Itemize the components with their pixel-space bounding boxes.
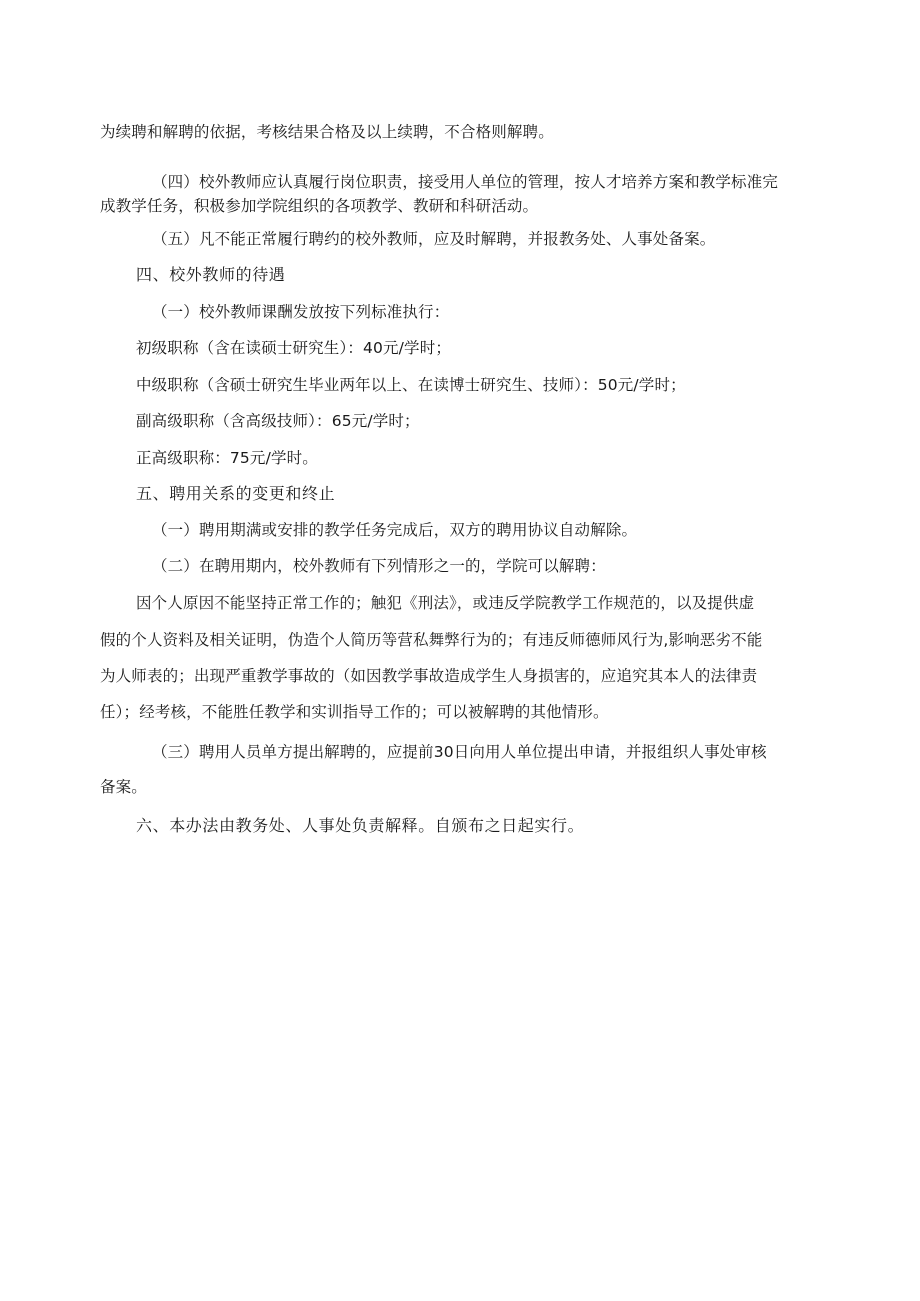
paragraph-line: 为续聘和解聘的依据，考核结果合格及以上续聘，不合格则解聘。 xyxy=(100,123,554,141)
paragraph-line: 中级职称（含硕士研究生毕业两年以上、在读博士研究生、技师）：50元/学时； xyxy=(136,376,686,394)
paragraph-line: 成教学任务，积极参加学院组织的各项教学、教研和科研活动。 xyxy=(100,197,539,215)
paragraph-line: （一）校外教师课酬发放按下列标准执行： xyxy=(152,303,450,321)
paragraph-line: 初级职称（含在读硕士研究生）：40元/学时； xyxy=(136,339,451,357)
paragraph-line: （五）凡不能正常履行聘约的校外教师，应及时解聘，并报教务处、人事处备案。 xyxy=(152,230,716,248)
section-heading: 六、本办法由教务处、人事处负责解释。自颁布之日起实行。 xyxy=(136,816,585,835)
paragraph-line: （一）聘用期满或安排的教学任务完成后，双方的聘用协议自动解除。 xyxy=(152,521,638,539)
paragraph-line: （四）校外教师应认真履行岗位职责，接受用人单位的管理，按人才培养方案和教学标准完 xyxy=(152,173,779,191)
paragraph-line: 为人师表的；出现严重教学事故的（如因教学事故造成学生人身损害的，应追究其本人的法律责 xyxy=(100,667,758,685)
paragraph-line: 备案。 xyxy=(100,778,147,796)
paragraph-line: 因个人原因不能坚持正常工作的；触犯《刑法》，或违反学院教学工作规范的，以及提供虚 xyxy=(136,594,755,612)
paragraph-line: 副高级职称（含高级技师）：65元/学时； xyxy=(136,412,420,430)
section-heading: 五、聘用关系的变更和终止 xyxy=(136,484,336,503)
paragraph-line: 任）；经考核，不能胜任教学和实训指导工作的；可以被解聘的其他情形。 xyxy=(100,703,609,721)
paragraph-line: （二）在聘用期内，校外教师有下列情形之一的，学院可以解聘： xyxy=(152,557,606,575)
paragraph-line: 正高级职称：75元/学时。 xyxy=(136,449,318,467)
section-heading: 四、校外教师的待遇 xyxy=(136,265,286,284)
paragraph-line: （三）聘用人员单方提出解聘的，应提前30日向用人单位提出申请，并报组织人事处审核 xyxy=(152,743,767,761)
paragraph-line: 假的个人资料及相关证明，伪造个人简历等营私舞弊行为的；有违反师德师风行为,影响恶劣不能 xyxy=(100,631,763,649)
